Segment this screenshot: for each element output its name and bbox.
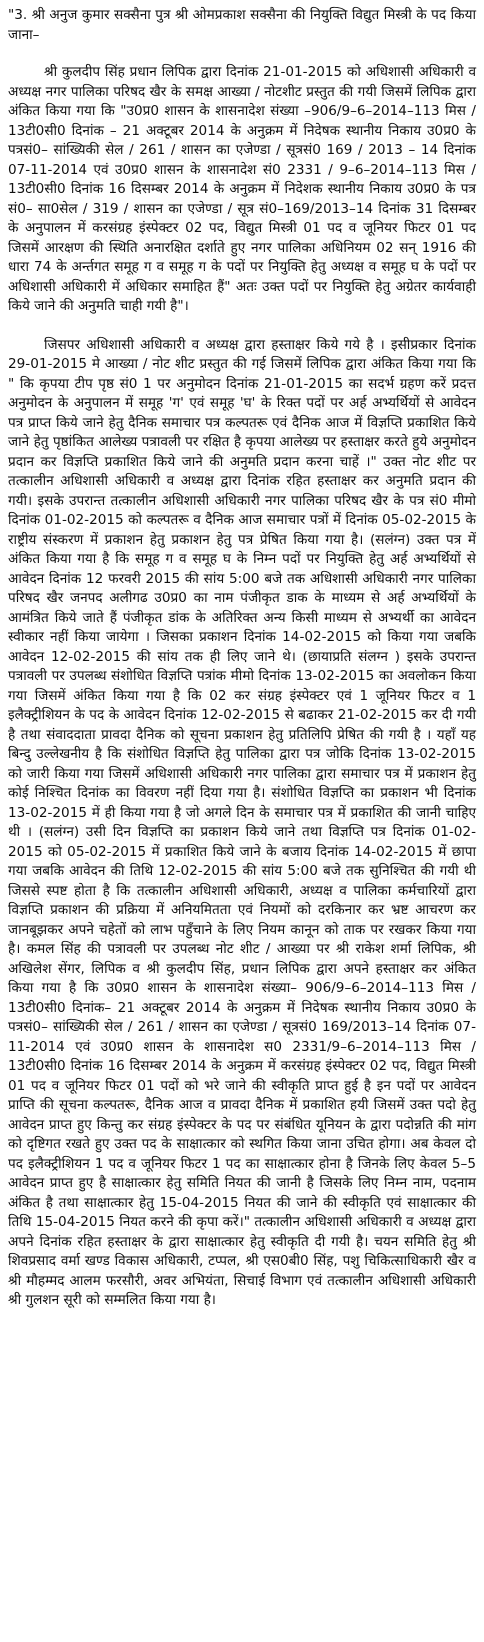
item-heading: "3. श्री अनुज कुमार सक्सैना पुत्र श्री ओमप्रकाश सक्सैना की नियुक्ति विद्युत मिस्त्री के पद किया जाना– [8, 7, 476, 43]
paragraph-gap [8, 317, 476, 336]
paragraph-note-sheet: श्री कुलदीप सिंह प्रधान लिपिक द्वारा दिनांक 21-01-2015 को अधिशासी अधिकारी व अध्यक्ष नगर पालिका परिषद खैर के समक्ष आख्या / नोटशीट प्रस्तुत की गयी जिसमें लिपिक द्वारा अंकित किया गया कि "उ0प्र0 शासन के शासनादेश संख्या –906/9–6–2014–113 मिस / 13टी0सी0 दिनांक – 21 अक्टूबर 2014 के अनुक्रम में निदेषक स्थानीय निकाय उ0प्र0 के पत्रसं0– सांख्यिकी सेल / 261 / शासन का एजेण्डा / सूत्रसं0 169 / 2013 – 14 दिनांक 07-11-2014 एवं उ0प्र0 शासन के शासनादेश सं0 2331 / 9–6–2014–113 मिस / 13टी0सी0 दिनांक 16 दिसम्बर 2014 के अनुक्रम में निदेशक स्थानीय निकाय उ0प्र0 के पत्र सं0– सा0सेल / 319 / शासन का एजेण्डा / सूत्र सं0–169/2013–14 दिनांक 31 दिसम्बर के अनुपालन में करसंग्रह इंस्पेक्टर 02 पद, विद्युत मिस्त्री 01 पद व जूनियर फिटर 01 पद जिसमें आरक्षण की स्थिति अनारक्षित दर्शाते हुए नगर पालिका अधिनियम 02 सन् 1916 की धारा 74 के अर्न्तगत समूह ग व समूह ग के पदों पर नियुक्ति हेतु अध्यक्ष व समूह घ के पदों पर अधिशासी अधिकारी में अधिकार समाहित हैं" अतः उक्त पदों पर नियुक्ति हेतु अग्रेतर कार्यवाही किये जाने की अनुमति चाही गयी है"। [8, 64, 476, 314]
paragraph-recruitment-process: जिसपर अधिशासी अधिकारी व अध्यक्ष द्वारा हस्ताक्षर किये गये है । इसीप्रकार दिनांक 29-01-2015 मे आख्या / नोट शीट प्रस्तुत की गई जिसमें लिपिक द्वारा अंकित किया गया कि " कि कृपया टीप पृष्ठ सं0 1 पर अनुमोदन दिनांक 21-01-2015 का सदर्भ ग्रहण करें प्रदत्त अनुमोदन के अनुपालन में समूह 'ग' एवं समूह 'घ' के रिक्त पदों पर अर्ह अभ्यर्थियों से आवेदन पत्र प्राप्त किये जाने हेतु दैनिक समाचार पत्र कल्पतरू एवं दैनिक आज में विज्ञप्ति प्रकाशित किये जाने हेतु पृष्ठांकित आलेख्य पत्रावली पर रक्षित है कृपया आलेख्य पर हस्ताक्षर करते हुये अनुमोदन प्रदान कर विज्ञप्ति प्रकाशित किये जाने की अनुमति प्रदान करना चाहें ।" उक्त नोट शीट पर तत्कालीन अधिशासी अधिकारी व अध्यक्ष द्वारा दिनांक रहित हस्ताक्षर कर अनुमति प्रदान की गयी। इसके उपरान्त तत्कालीन अधिशासी अधिकारी नगर पालिका परिषद खैर के पत्र सं0 मीमो दिनांक 01-02-2015 को कल्पतरू व दैनिक आज समाचार पत्रों में दिनांक 05-02-2015 के राष्ट्रीय संस्करण में प्रकाशन हेतु प्रकाशन हेतु पत्र प्रेषित किया गया है। (सलंग्न) उक्त पत्र में अंकित किया गया है कि समूह ग व समूह घ के निम्न पदों पर नियुक्ति हेतु अर्ह अभ्यर्थियों से आवेदन दिनांक 12 फरवरी 2015 की सांय 5:00 बजे तक अधिशासी अधिकारी नगर पालिका परिषद खैर जनपद अलीगढ उ0प्र0 का नाम पंजीकृत डाक के माध्यम से अर्ह अभ्यर्थियों के आमंत्रित किये जाते हैं पंजीकृत डांक के अतिरिक्त अन्य किसी माध्यम से अभ्यर्थी का आवेदन स्वीकार नहीं किया जायेगा । जिसका प्रकाशन दिनांक 14-02-2015 को किया गया जबकि आवेदन 12-02-2015 की सांय तक ही लिए जाने थे। (छायाप्रति संलग्न ) इसके उपरान्त पत्रावली पर उपलब्ध संशोधित विज्ञप्ति पत्रांक मीमो दिनांक 13-02-2015 का अवलोकन किया गया जिसमें अंकित किया गया है कि 02 कर संग्रह इंस्पेक्टर एवं 1 जूनियर फिटर व 1 इलैक्ट्रीशियन के पद के आवेदन दिनांक 12-02-2015 से बढाकर 21-02-2015 कर दी गयी है तथा संवाददाता प्रावदा दैनिक को सूचना प्रकाशन हेतु प्रतिलिपि प्रेषित की गयी है । यहाँ यह बिन्दु उल्लेखनीय है कि संशोधित विज्ञप्ति हेतु पालिका द्वारा पत्र जोकि दिनांक 13-02-2015 को जारी किया गया जिसमें अधिशासी अधिकारी नगर पालिका द्वारा समाचार पत्र में प्रकाशन हेतु कोई निश्चित दिनांक का विवरण नहीं दिया गया है। संशोधित विज्ञप्ति का प्रकाशन भी दिनांक 13-02-2015 में ही किया गया है जो अगले दिन के समाचार पत्र में प्रकाशित की जानी चाहिए थी । (सलंग्न) उसी दिन विज्ञप्ति का प्रकाशन किये जाने तथा विज्ञप्ति पत्र दिनांक 01-02-2015 को 05-02-2015 में प्रकाशित किये जाने के बजाय दिनांक 14-02-2015 में छापा गया जबकि आवेदन की तिथि 12-02-2015 की सांय 5:00 बजे तक सुनिश्चित की गयी थी जिससे स्पष्ट होता है कि तत्कालीन अधिशासी अधिकारी, अध्यक्ष व पालिका कर्मचारियों द्वारा विज्ञप्ति प्रकाशन की प्रक्रिया में अनियमितता एवं नियमों को दरकिनार कर भ्रष्ट आचरण कर जानबूझकर अपने चहेतों को लाभ पहुँचाने के लिए नियम कानून को ताक पर रखकर किया गया है। कमल सिंह की पत्रावली पर उपलब्ध नोट शीट / आख्या पर श्री राकेश शर्मा लिपिक, श्री अखिलेश सेंगर, लिपिक व श्री कुलदीप सिंह, प्रधान लिपिक द्वारा अपने हस्ताक्षर कर अंकित किया गया है कि उ0प्र0 शासन के शासनादेश संख्या– 906/9–6–2014–113 मिस / 13टी0सी0 दिनांक– 21 अक्टूबर 2014 के अनुक्रम में निदेषक स्थानीय निकाय उ0प्र0 के पत्रसं0– सांख्यिकी सेल / 261 / शासन का एजेण्डा / सूत्रसं0 169/2013–14 दिनांक 07-11-2014 एवं उ0प्र0 शासन के शासनादेश स0 2331/9–6–2014–113 मिस / 13टी0सी0 दिनांक 16 दिसम्बर 2014 के अनुक्रम में करसंग्रह इंस्पेक्टर 02 पद, विद्युत मिस्त्री 01 पद व जूनियर फिटर 01 पदों को भरे जाने की स्वीकृति प्राप्त हुई है इन पदों पर आवेदन प्राप्ति की सूचना कल्पतरू, दैनिक आज व प्रावदा दैनिक में प्रकाशित हयी जिसमें उक्त पदो हेतु आवेदन प्राप्त हुए किन्तु कर संग्रह इंस्पेक्टर के पद पर संबंधित यूनियन के द्वारा पदोन्नति की मांग को दृष्टिगत रखते हुए उक्त पद के साक्षात्कार को स्थगित किया जाना उचित होगा। अब केवल दो पद इलैक्ट्रीशियन 1 पद व जूनियर फिटर 1 पद का साक्षात्कार होना है जिनके लिए केवल 5–5 आवेदन प्राप्त हुए है साक्षात्कार हेतु समिति नियत की जानी है जिसके लिए निम्न नाम, पदनाम अंकित है तथा साक्षात्कार हेतु 15-04-2015 नियत की जाने की स्वीकृति एवं साक्षात्कार की तिथि 15-04-2015 नियत करने की कृपा करें।" तत्कालीन अधिशासी अधिकारी व अध्यक्ष द्वारा अपने दिनांक रहित हस्ताक्षर के द्वारा साक्षात्कार हेतु स्वीकृति दी गयी है। चयन समिति हेतु श्री शिवप्रसाद वर्मा खण्ड विकास अधिकारी, टप्पल, श्री एस0बी0 सिंह, पशु चिकित्साधिकारी खैर व श्री मौहम्मद आलम फरसौरी, अवर अभियंता, सिचाई विभाग एवं तत्कालीन अधिशासी अधिकारी श्री गुलशन सूरी को सम्मलित किया गया है। [8, 336, 476, 1308]
